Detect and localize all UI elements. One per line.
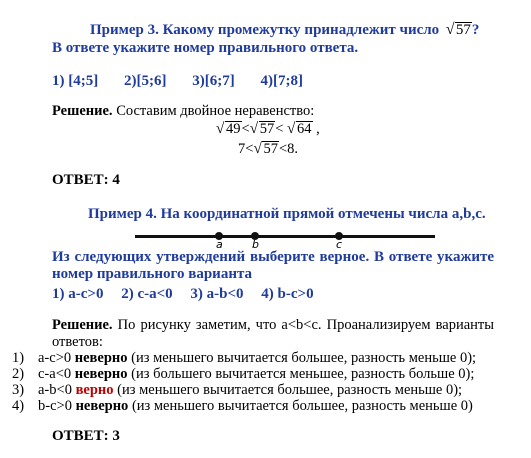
simplified-inequality: 7< √ 57<8. bbox=[238, 140, 298, 157]
option-2: 2) c-a<0 bbox=[121, 286, 173, 302]
option-3: 3) a-b<0 bbox=[190, 286, 244, 302]
number-line bbox=[135, 226, 435, 250]
number-line-axis bbox=[135, 235, 435, 238]
point-label-a: a bbox=[216, 238, 223, 251]
example3-title-text: Пример 3. Какому промежутку принадлежит число bbox=[90, 22, 440, 38]
example3-solution: Решение. Составим двойное неравенство: bbox=[52, 103, 315, 119]
sqrt-sign-icon: √ bbox=[445, 21, 455, 38]
point-label-c: c bbox=[336, 238, 343, 251]
example3-options bbox=[52, 73, 325, 90]
example4-title: Пример 4. На координатной прямой отмечены числа a,b,c. bbox=[88, 206, 486, 222]
option-1: 1) [4;5] bbox=[52, 73, 99, 89]
option-4: 4)[7;8] bbox=[260, 73, 303, 89]
example3-instruction: В ответе укажите номер правильного ответа. bbox=[52, 40, 359, 56]
option-1: 1) a-c>0 bbox=[52, 286, 104, 302]
analysis-item: 1) a-c>0 неверно (из меньшего вычитается большее, разность меньше 0); bbox=[12, 350, 477, 366]
example4-question: Из следующих утверждений выберите верное. В ответе укажите номер правильного варианта bbox=[52, 249, 494, 282]
double-inequality: √ 49< √ 57< √ 64 , bbox=[216, 120, 320, 137]
analysis-item: 3) a-b<0 верно (из меньшего вычитается большее, разность меньше 0); bbox=[12, 382, 463, 398]
example4-options bbox=[52, 286, 336, 303]
option-3: 3)[6;7] bbox=[192, 73, 235, 89]
option-4: 4) b-c>0 bbox=[261, 286, 314, 302]
option-2: 2)[5;6] bbox=[123, 73, 167, 89]
example4-solution: Решение. По рисунку заметим, что a<b<c. Проанализируем варианты ответов: bbox=[52, 317, 495, 350]
analysis-item: 4) b-c>0 неверно (из меньшего вычитается большее, разность меньше 0) bbox=[12, 398, 473, 414]
example4-answer: ОТВЕТ: 3 bbox=[52, 428, 120, 444]
sqrt-57-title: √ 57 bbox=[445, 21, 471, 38]
point-label-b: b bbox=[252, 238, 259, 251]
analysis-item: 2) c-a<0 неверно (из большего вычитается меньшее, разность больше 0); bbox=[12, 366, 475, 382]
example3-answer: ОТВЕТ: 4 bbox=[52, 172, 120, 188]
example3-title: Пример 3. Какому промежутку принадлежит число √ 57? bbox=[90, 21, 480, 38]
